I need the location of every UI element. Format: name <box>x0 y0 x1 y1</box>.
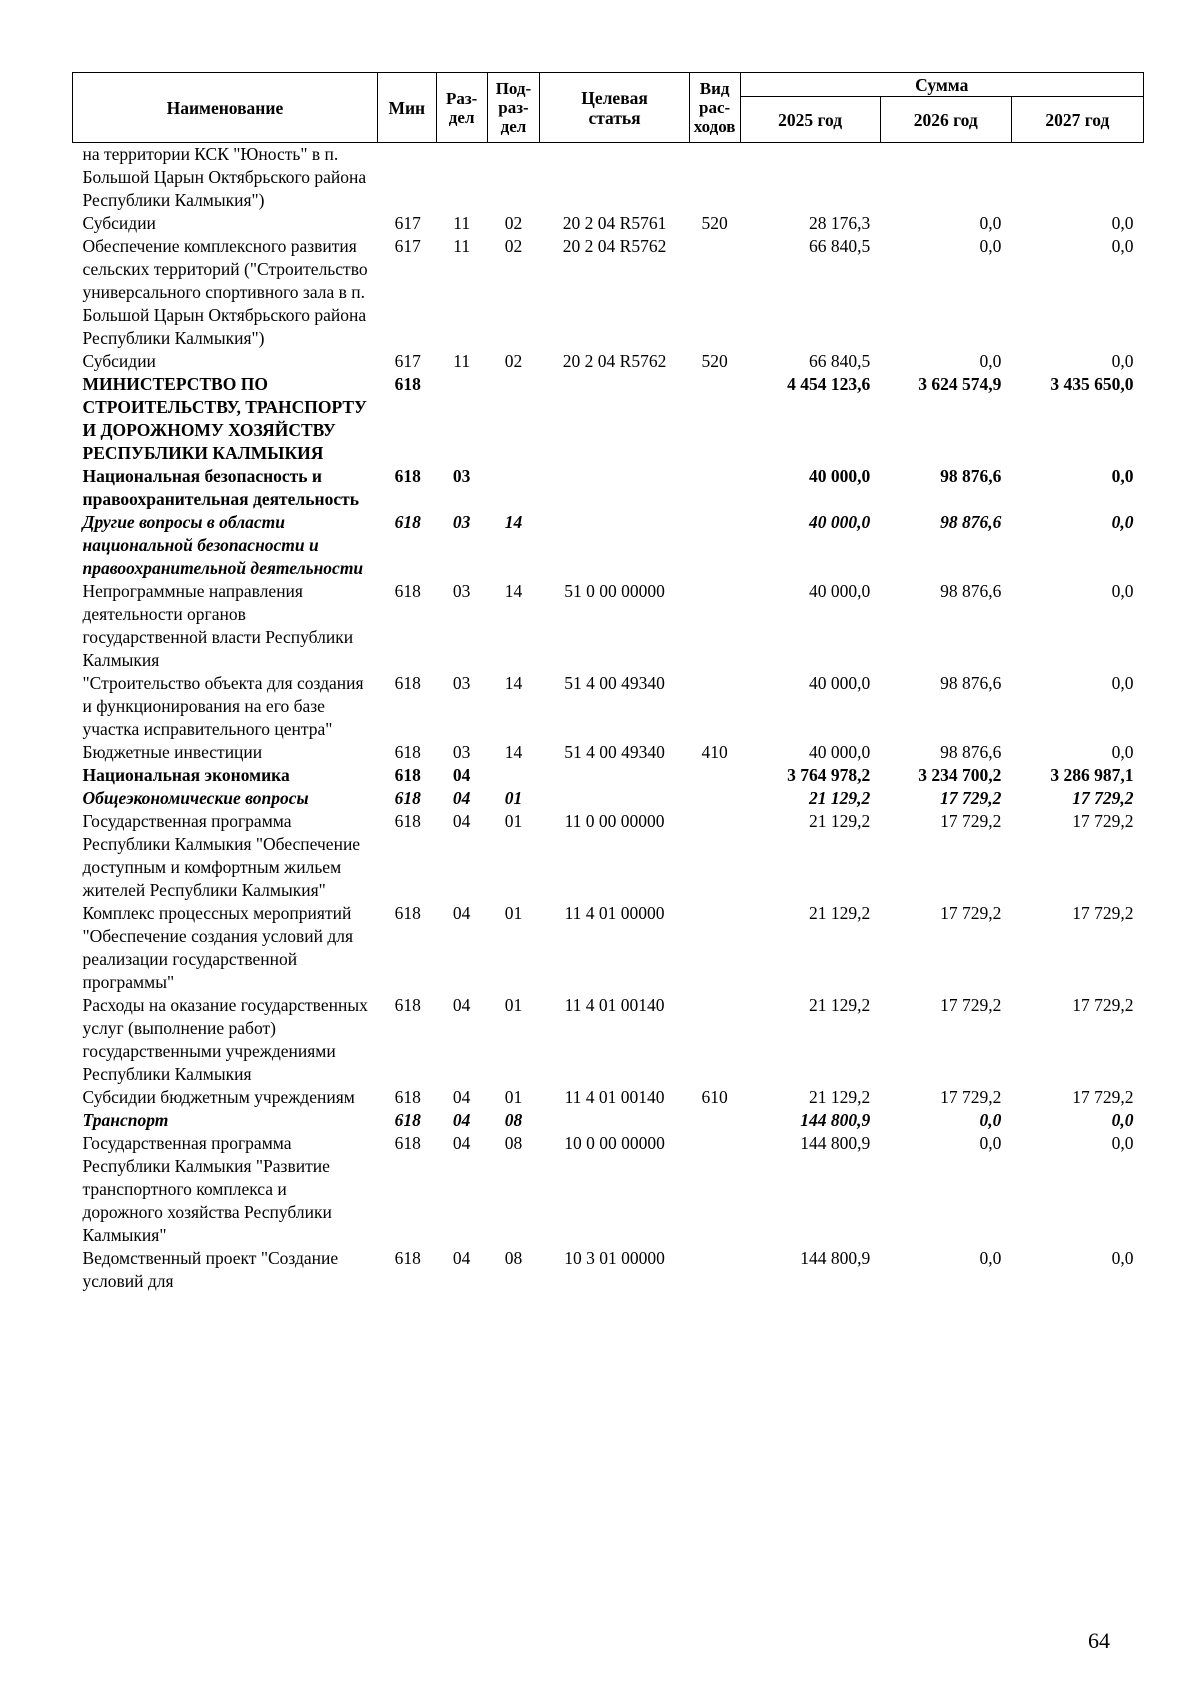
cell-sum-2025: 21 129,2 <box>809 903 871 923</box>
cell-vid <box>689 1247 740 1293</box>
cell-sum-2027: 0,0 <box>1111 236 1134 256</box>
cell-podrazdel: 08 <box>504 1133 523 1153</box>
cell-sum-2025: 40 000,0 <box>809 512 871 532</box>
cell-sum-2026: 98 876,6 <box>940 742 1002 762</box>
page-number: 64 <box>1088 1628 1110 1653</box>
cell-target: 11 4 01 00000 <box>564 903 665 923</box>
cell-name: Государственная программа Республики Калмыкия "Обеспечение доступным и комфортным жильем жителей Республики Калмыкия" <box>82 811 361 900</box>
cell-target: 20 2 04 R5762 <box>562 351 667 371</box>
cell-target: 10 0 00 00000 <box>564 1133 665 1153</box>
cell-target <box>540 373 689 465</box>
table-row <box>73 143 1144 213</box>
cell-vid: 610 <box>701 1087 728 1107</box>
cell-sum-2025: 21 129,2 <box>809 788 871 808</box>
cell-razdel: 04 <box>452 903 471 923</box>
cell-name: Обеспечение комплексного развития сельских территорий ("Строительство универсального спортивного зала в п. Большой Царын Октябрьского района Республики Калмыкия") <box>82 236 368 348</box>
cell-podrazdel: 14 <box>504 581 523 601</box>
table-row <box>73 994 1144 1086</box>
cell-sum-2027: 0,0 <box>1111 1110 1134 1130</box>
cell-min: 618 <box>394 1248 421 1268</box>
table-row <box>73 235 1144 350</box>
cell-sum-2027: 0,0 <box>1111 1133 1134 1153</box>
cell-target: 51 4 00 49340 <box>564 742 665 762</box>
cell-sum-2026: 17 729,2 <box>940 995 1002 1015</box>
cell-razdel: 04 <box>452 1087 471 1107</box>
cell-min: 618 <box>394 995 421 1015</box>
cell-vid <box>689 810 740 902</box>
cell-sum-2025: 21 129,2 <box>809 811 871 831</box>
budget-table <box>72 72 1144 1293</box>
cell-sum-2027: 0,0 <box>1111 512 1134 532</box>
cell-vid <box>689 511 740 580</box>
cell-razdel: 04 <box>452 811 471 831</box>
cell-name: на территории КСК "Юность" в п. Большой Царын Октябрьского района Республики Калмыкия") <box>82 144 367 210</box>
cell-razdel: 04 <box>452 765 471 785</box>
table-row <box>73 511 1144 580</box>
cell-name: Непрограммные направления деятельности органов государственной власти Республики Калмыкия <box>82 581 354 670</box>
cell-target <box>540 465 689 511</box>
table-row <box>73 465 1144 511</box>
table-row <box>73 902 1144 994</box>
cell-min: 618 <box>394 742 421 762</box>
cell-razdel: 11 <box>453 213 471 233</box>
cell-min: 618 <box>394 788 421 808</box>
cell-target <box>540 1109 689 1132</box>
cell-min: 618 <box>394 1110 421 1130</box>
cell-podrazdel <box>487 143 540 213</box>
cell-sum-2025: 40 000,0 <box>809 466 871 486</box>
cell-vid: 410 <box>701 742 728 762</box>
cell-target: 10 3 01 00000 <box>564 1248 665 1268</box>
cell-min: 618 <box>394 673 421 693</box>
cell-min: 617 <box>394 351 421 371</box>
table-row <box>73 787 1144 810</box>
cell-min: 617 <box>394 213 421 233</box>
cell-target: 11 0 00 00000 <box>564 811 665 831</box>
cell-sum-2026: 98 876,6 <box>940 673 1002 693</box>
cell-min <box>377 143 436 213</box>
header-vid <box>689 73 740 143</box>
cell-min: 618 <box>394 512 421 532</box>
table-row <box>73 1109 1144 1132</box>
cell-sum-2027: 3 286 987,1 <box>1050 765 1134 785</box>
cell-sum-2026: 3 234 700,2 <box>918 765 1002 785</box>
cell-sum-2026: 0,0 <box>979 1248 1002 1268</box>
cell-sum-2027: 17 729,2 <box>1072 788 1134 808</box>
table-row <box>73 373 1144 465</box>
cell-sum-2026: 98 876,6 <box>940 581 1002 601</box>
cell-name: Другие вопросы в области национальной безопасности и правоохранительной деятельности <box>82 512 364 578</box>
cell-razdel: 03 <box>452 512 471 532</box>
table-row <box>73 212 1144 235</box>
cell-sum-2026: 0,0 <box>979 213 1002 233</box>
cell-sum-2025: 4 454 123,6 <box>787 374 871 394</box>
table-row <box>73 741 1144 764</box>
cell-sum-2027: 3 435 650,0 <box>1050 374 1134 394</box>
cell-name: Бюджетные инвестиции <box>82 742 263 762</box>
cell-razdel: 04 <box>452 1110 471 1130</box>
cell-vid: 520 <box>701 213 728 233</box>
cell-sum-2025: 3 764 978,2 <box>787 765 871 785</box>
cell-sum-2027: 0,0 <box>1111 213 1134 233</box>
cell-podrazdel: 01 <box>504 811 523 831</box>
cell-sum-2027: 17 729,2 <box>1072 995 1134 1015</box>
cell-vid <box>689 235 740 350</box>
cell-sum-2026: 3 624 574,9 <box>918 374 1002 394</box>
cell-podrazdel: 01 <box>504 995 523 1015</box>
header-min: Мин <box>377 73 436 143</box>
cell-podrazdel: 01 <box>504 788 523 808</box>
cell-sum-2025 <box>740 143 880 213</box>
cell-target <box>540 511 689 580</box>
cell-min: 618 <box>394 765 421 785</box>
header-podrazdel-text: Под- раз- дел <box>495 79 532 136</box>
cell-sum-2026: 17 729,2 <box>940 903 1002 923</box>
cell-name: Национальная безопасность и правоохранительная деятельность <box>82 466 359 509</box>
cell-razdel: 03 <box>452 673 471 693</box>
table-row <box>73 580 1144 672</box>
cell-sum-2026: 17 729,2 <box>940 1087 1002 1107</box>
cell-sum-2027: 0,0 <box>1111 673 1134 693</box>
cell-razdel: 04 <box>452 995 471 1015</box>
cell-podrazdel: 08 <box>504 1110 523 1130</box>
cell-name: Субсидии <box>82 213 156 233</box>
cell-sum-2027: 0,0 <box>1111 742 1134 762</box>
header-2025: 2025 год <box>740 97 880 143</box>
cell-razdel: 04 <box>452 1133 471 1153</box>
header-vid-text: Вид рас- ходов <box>693 79 736 136</box>
cell-sum-2025: 66 840,5 <box>809 351 871 371</box>
cell-sum-2026 <box>880 143 1011 213</box>
cell-podrazdel <box>487 465 540 511</box>
cell-vid <box>689 1132 740 1247</box>
header-name: Наименование <box>73 73 378 143</box>
table-row <box>73 1247 1144 1293</box>
table-row <box>73 810 1144 902</box>
cell-vid <box>689 373 740 465</box>
cell-name: Субсидии бюджетным учреждениям <box>82 1087 355 1107</box>
cell-podrazdel: 02 <box>504 236 523 256</box>
cell-vid <box>689 465 740 511</box>
cell-vid <box>689 672 740 741</box>
cell-target <box>540 787 689 810</box>
header-summa: Сумма <box>740 73 1143 97</box>
cell-min: 618 <box>394 374 421 394</box>
header-target <box>540 73 689 143</box>
cell-podrazdel: 14 <box>504 742 523 762</box>
cell-sum-2026: 0,0 <box>979 1110 1002 1130</box>
cell-sum-2027: 0,0 <box>1111 1248 1134 1268</box>
cell-vid <box>689 787 740 810</box>
cell-podrazdel <box>487 764 540 787</box>
cell-name: "Строительство объекта для создания и функционирования на его базе участка исправительного центра" <box>82 673 364 739</box>
header-razdel <box>436 73 487 143</box>
cell-sum-2026: 98 876,6 <box>940 512 1002 532</box>
cell-sum-2026: 98 876,6 <box>940 466 1002 486</box>
cell-sum-2027: 0,0 <box>1111 581 1134 601</box>
cell-sum-2027: 17 729,2 <box>1072 811 1134 831</box>
cell-razdel: 11 <box>453 351 471 371</box>
header-2026: 2026 год <box>880 97 1011 143</box>
cell-vid <box>689 994 740 1086</box>
cell-razdel: 03 <box>452 581 471 601</box>
cell-podrazdel: 14 <box>504 673 523 693</box>
cell-podrazdel: 14 <box>504 512 523 532</box>
cell-sum-2026: 17 729,2 <box>940 811 1002 831</box>
cell-sum-2026: 17 729,2 <box>940 788 1002 808</box>
cell-name: Национальная экономика <box>82 765 290 785</box>
cell-name: Государственная программа Республики Калмыкия "Развитие транспортного комплекса и дорожного хозяйства Республики Калмыкия" <box>82 1133 332 1245</box>
cell-razdel: 04 <box>452 1248 471 1268</box>
cell-name: МИНИСТЕРСТВО ПО СТРОИТЕЛЬСТВУ, ТРАНСПОРТУ И ДОРОЖНОМУ ХОЗЯЙСТВУ РЕСПУБЛИКИ КАЛМЫКИЯ <box>82 374 367 463</box>
cell-name: Общеэкономические вопросы <box>82 788 309 808</box>
cell-podrazdel: 01 <box>504 903 523 923</box>
cell-razdel <box>436 373 487 465</box>
cell-min: 618 <box>394 903 421 923</box>
table-body <box>73 143 1144 1294</box>
cell-razdel: 03 <box>452 466 471 486</box>
cell-sum-2025: 144 800,9 <box>800 1110 871 1130</box>
cell-sum-2025: 66 840,5 <box>809 236 871 256</box>
cell-razdel: 03 <box>452 742 471 762</box>
cell-razdel <box>436 143 487 213</box>
cell-sum-2026: 0,0 <box>979 1133 1002 1153</box>
cell-sum-2025: 40 000,0 <box>809 742 871 762</box>
cell-sum-2027: 17 729,2 <box>1072 903 1134 923</box>
cell-sum-2025: 40 000,0 <box>809 673 871 693</box>
budget-page <box>72 72 1144 1293</box>
cell-sum-2027 <box>1011 143 1143 213</box>
cell-sum-2025: 21 129,2 <box>809 995 871 1015</box>
cell-min: 618 <box>394 811 421 831</box>
cell-podrazdel <box>487 373 540 465</box>
cell-min: 617 <box>394 236 421 256</box>
cell-sum-2027: 17 729,2 <box>1072 1087 1134 1107</box>
cell-target: 20 2 04 R5761 <box>562 213 667 233</box>
cell-vid <box>689 1109 740 1132</box>
cell-sum-2025: 144 800,9 <box>800 1133 871 1153</box>
cell-podrazdel: 01 <box>504 1087 523 1107</box>
cell-target <box>540 764 689 787</box>
cell-vid <box>689 143 740 213</box>
cell-target <box>540 143 689 213</box>
cell-vid <box>689 580 740 672</box>
cell-podrazdel: 02 <box>504 213 523 233</box>
cell-min: 618 <box>394 1133 421 1153</box>
cell-name: Расходы на оказание государственных услуг (выполнение работ) государственными учреждениями Республики Калмыкия <box>82 995 368 1084</box>
cell-name: Транспорт <box>82 1110 169 1130</box>
cell-target: 51 4 00 49340 <box>564 673 665 693</box>
table-row <box>73 672 1144 741</box>
cell-vid <box>689 902 740 994</box>
cell-razdel: 04 <box>452 788 471 808</box>
cell-name: Ведомственный проект "Создание условий для <box>82 1248 339 1291</box>
header-target-text: Целевая статья <box>581 87 648 128</box>
cell-vid: 520 <box>701 351 728 371</box>
cell-sum-2027: 0,0 <box>1111 466 1134 486</box>
cell-sum-2025: 40 000,0 <box>809 581 871 601</box>
cell-podrazdel: 08 <box>504 1248 523 1268</box>
cell-vid <box>689 764 740 787</box>
header-razdel-text: Раз- дел <box>445 88 478 127</box>
cell-sum-2027: 0,0 <box>1111 351 1134 371</box>
table-row <box>73 350 1144 373</box>
cell-min: 618 <box>394 466 421 486</box>
table-row <box>73 1132 1144 1247</box>
cell-target: 11 4 01 00140 <box>564 1087 665 1107</box>
cell-target: 51 0 00 00000 <box>564 581 665 601</box>
cell-target: 11 4 01 00140 <box>564 995 665 1015</box>
cell-sum-2026: 0,0 <box>979 236 1002 256</box>
cell-podrazdel: 02 <box>504 351 523 371</box>
cell-min: 618 <box>394 581 421 601</box>
header-podrazdel <box>487 73 540 143</box>
cell-name: Комплекс процессных мероприятий "Обеспечение создания условий для реализации государственной программы" <box>82 903 354 992</box>
header-2027: 2027 год <box>1011 97 1143 143</box>
table-row <box>73 1086 1144 1109</box>
cell-name: Субсидии <box>82 351 156 371</box>
cell-sum-2025: 21 129,2 <box>809 1087 871 1107</box>
table-header <box>73 73 1144 143</box>
cell-target: 20 2 04 R5762 <box>562 236 667 256</box>
table-row <box>73 764 1144 787</box>
cell-min: 618 <box>394 1087 421 1107</box>
cell-sum-2025: 144 800,9 <box>800 1248 871 1268</box>
cell-sum-2026: 0,0 <box>979 351 1002 371</box>
cell-razdel: 11 <box>453 236 471 256</box>
cell-sum-2025: 28 176,3 <box>809 213 871 233</box>
